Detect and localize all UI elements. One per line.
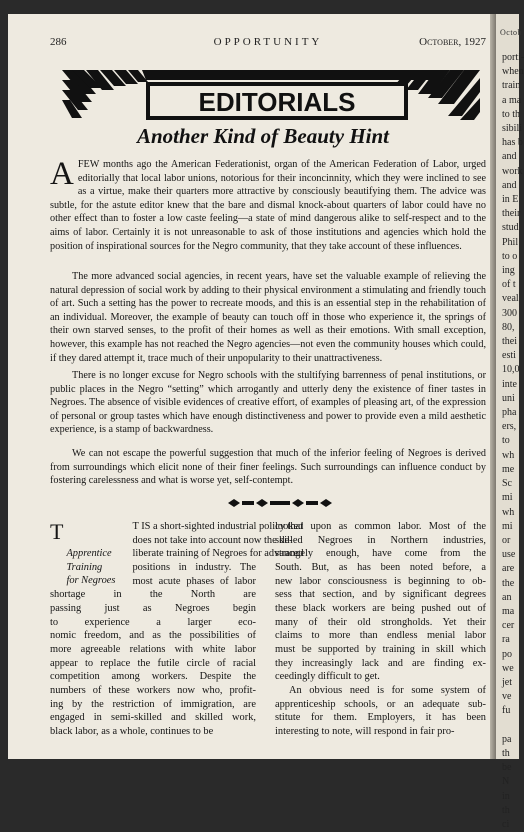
facing-page-line: to th <box>502 108 521 120</box>
facing-page-line: porti- <box>502 52 524 63</box>
paragraph-text: FEW months ago the American Federationist, organ of the American Federation of Labor, urged editorially that local labor unions, notorious for their inconcinnity, which they were inclined to see as a virtue, make their quarters more attractive by consciously beautifying them. The advice was subtle, for the astute editor knew that the bare and dismal knock-about quarters of labor could have no other effect than to foster a low caste feeling—a state of mind dangerous alike to self-respect and to the aims of labor. Certainly it is not unreasonable to ask of those institutions and agencies which hold the position of inspirational sources for the Negro community, that they take account of these influences. <box>50 159 486 252</box>
facing-page-line: veal <box>502 293 519 305</box>
facing-page-line: ci <box>502 818 510 830</box>
facing-page-line: stud <box>502 222 519 234</box>
column-line: sess that section, and by significant degrees <box>275 589 486 601</box>
column-line: they increasingly lack and are finding ex- <box>275 657 486 669</box>
drop-cap: A <box>50 156 74 192</box>
facing-page-line: an <box>502 591 512 603</box>
column-line: these black workers are being pushed out of <box>275 602 486 614</box>
facing-page-line: 300 <box>502 307 517 319</box>
facing-page-line: their <box>502 208 521 220</box>
column-line: apprenticeship schools, or an adequate sub- <box>275 698 486 710</box>
column-line: competition among workers. Despite the <box>50 671 256 683</box>
issue-date: October, 1927 <box>419 36 486 48</box>
facing-page-line: train <box>502 80 521 92</box>
column-line: most acute phases of labor <box>132 575 256 587</box>
column-line: looked upon as common labor. Most of the <box>275 521 486 532</box>
facing-page-line: N <box>502 776 510 788</box>
facing-page-line: pa <box>502 733 512 745</box>
editorial-title: Another Kind of Beauty Hint <box>136 124 390 148</box>
drop-cap: T <box>50 519 64 544</box>
column-line: numbers of these workers now who, profit- <box>50 684 256 696</box>
column-line: positions in industry. The <box>132 561 256 573</box>
facing-page-line: inte <box>502 378 517 390</box>
column-line: does not take into account now the de- <box>132 534 293 546</box>
facing-page-line: has b <box>502 137 523 149</box>
facing-page-line: ma <box>502 605 515 617</box>
facing-page-line: thei <box>502 336 517 348</box>
facing-page-line: be <box>502 762 512 774</box>
editorials-banner <box>62 68 482 122</box>
facing-page-line: mi <box>502 520 513 532</box>
column-line: to experience a larger eco- <box>50 616 256 628</box>
column-line: many of their old strongholds. Yet their <box>275 616 486 628</box>
magazine-title: OPPORTUNITY <box>213 36 323 48</box>
column-line: new labor consciousness is beginning to ob- <box>275 575 486 587</box>
facing-page-line: th <box>502 804 510 816</box>
column-line: claims to more than endless menial labor <box>275 630 486 642</box>
facing-page-line: in E <box>502 194 519 206</box>
column-line: passing just as Negroes begin <box>50 602 256 614</box>
facing-page-line: to <box>502 435 510 447</box>
facing-page-line: uni <box>502 392 515 404</box>
facing-page-line: pha <box>502 407 517 419</box>
column-line: skilled Negroes in Northern industries, <box>275 534 486 546</box>
column-line: appear to replace the futile circle of racial <box>50 657 256 669</box>
facing-page-line: when <box>502 66 524 78</box>
facing-page-line: cer <box>502 620 515 632</box>
paragraph-text: We can not escape the powerful suggestion that much of the inferior feeling of Negroes is derived from surroundings which elicit none of their finer feelings. Such surroundings can influence conduct by fostering carelessness and what is worse yet, self-contempt. <box>50 448 486 487</box>
facing-page-line: 10,0 <box>502 364 520 376</box>
facing-page-line: use <box>502 549 516 561</box>
column-line: nomic freedom, and as the possibilities of <box>50 630 256 642</box>
facing-page-line: Phil <box>502 236 519 248</box>
column-line: ceedingly difficult to get. <box>275 671 380 683</box>
side-heading: Apprentice Training for Negroes <box>66 548 116 587</box>
page-number: 286 <box>50 36 67 48</box>
facing-page-line: and <box>502 151 517 163</box>
facing-page-line: of t <box>502 279 516 291</box>
editorial-paragraph-3 <box>50 369 486 437</box>
facing-page-line: jet <box>502 676 512 688</box>
facing-page-line: the <box>502 577 515 589</box>
facing-page-line: work <box>502 165 523 177</box>
facing-page-line: po <box>502 648 512 660</box>
column-line: black labor, as a whole, continues to be <box>50 725 214 737</box>
column-line: ing by the restriction of immigration, are <box>50 698 256 710</box>
facing-page-line <box>496 719 519 733</box>
facing-page-line: th <box>502 747 510 759</box>
column-line: interesting to note, will respond in fair pro- <box>275 725 455 737</box>
banner-label: EDITORIALS <box>198 87 356 117</box>
facing-page-line: we <box>502 662 514 674</box>
column-text <box>275 520 486 739</box>
column-line: South. But, as has been noted before, a <box>275 561 486 573</box>
facing-page-header: Octob <box>500 28 523 37</box>
column-line: must be supported by training in skill which <box>275 643 486 655</box>
paragraph-text: There is no longer excuse for Negro schools with the stultifying barrenness of penal institutions, or public places in the Negro “setting” which arrogantly and utterly deny the existence of finer tastes in Negroes. The absence of visible evidences of creative effort, of examples of pleasing art, of the expression of personal or group tastes which have enough distinctiveness and power to provide even a mild aesthetic experience, is a stamp of backwardness. <box>50 370 486 436</box>
column-line: liberate training of Negroes for advanced <box>132 548 304 560</box>
facing-page-line: ing <box>502 265 515 277</box>
facing-page-line: wh <box>502 506 515 518</box>
facing-page-line: wh <box>502 449 515 461</box>
facing-page-text <box>496 51 524 832</box>
facing-page-line: a ma <box>502 94 522 106</box>
column-line: An obvious need is for some system of <box>289 684 486 696</box>
running-header <box>50 36 486 50</box>
paragraph-text: The more advanced social agencies, in recent years, have set the valuable example of relieving the natural depression of social work by adding to their physical environment a stimulating and friendly touch of art. Such a setting has the power to recreate moods, and this is an essential step in the rehabilitation of an individual. Moreover, the example of beauty can touch off in those who experience it, the springs of their own starved senses, to the profit of their homes as well as their emotions. With small exception, however, this example has not reached the Negro agencies—not even the community houses which could, if they dared attempt it, trace much of their unpopularity to their unattractiveness. <box>50 271 486 364</box>
column-line: stitute for them. Employers, it has been <box>275 712 486 724</box>
facing-page-line: fu <box>502 705 511 717</box>
column-line: strangely enough, have come from the <box>275 548 486 560</box>
facing-page-line: and <box>502 179 517 191</box>
column-line: shortage in the North are <box>50 589 256 601</box>
facing-page-edge <box>496 14 524 830</box>
facing-page-line: ra <box>502 634 510 646</box>
facing-page-line: Sc <box>502 478 512 490</box>
apprentice-column-right <box>275 520 486 739</box>
column-line: engaged in semi-skilled and skilled work, <box>50 712 256 724</box>
facing-page-line: esti <box>502 350 516 362</box>
facing-page-line: are <box>502 563 515 575</box>
section-divider-ornament <box>228 498 332 508</box>
facing-page-line: ve <box>502 691 512 703</box>
editorial-paragraph-2 <box>50 270 486 365</box>
editorial-paragraph-4 <box>50 447 486 488</box>
column-line: T IS a short-sighted industrial policy that <box>132 521 304 532</box>
facing-page-line: in <box>502 790 510 802</box>
apprentice-column-left <box>50 519 304 739</box>
facing-page-line: me <box>502 463 515 475</box>
facing-page-line: ers, <box>502 421 517 433</box>
facing-page-line: or <box>502 534 511 546</box>
column-line: more agreeable relations with white labor <box>50 643 256 655</box>
facing-page-line: 80, <box>502 321 515 333</box>
facing-page-line: to o <box>502 250 518 262</box>
facing-page-line: sibili <box>502 123 523 135</box>
facing-page-line: mi <box>502 492 513 504</box>
editorial-paragraph-1 <box>50 158 486 253</box>
